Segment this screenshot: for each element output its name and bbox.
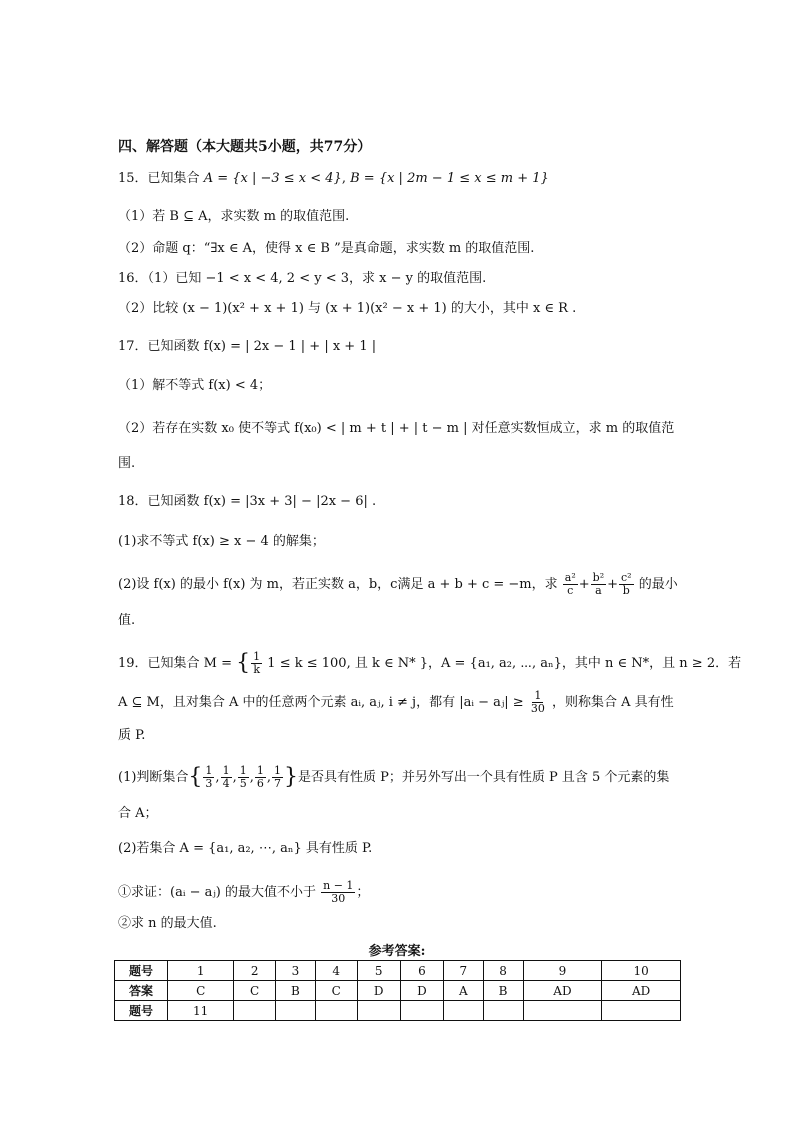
- frac-c2-b: $\frac{\text{c²}}{b}$: [621, 571, 632, 597]
- q19-intro: 19．已知集合 M = { $\frac{1}{k}$ 1 ≤ k ≤ 100, 且 k ∈ N* }，A = {a₁, a₂, ⋯, aₙ}，其中 n ∈ N*，且 n ≥ 2．若: [118, 650, 742, 676]
- q17-part2-cont: 围.: [118, 456, 136, 471]
- table-row: 题号 1 2 3 4 5 6 7 8 9 10: [115, 961, 681, 981]
- set-b: B = {x | 2m − 1 ≤ x ≤ m + 1}: [350, 171, 549, 186]
- q17-part2: （2）若存在实数 x₀ 使不等式 f(x₀) < | m + t | + | t − m | 对任意实数恒成立，求 m 的取值范: [118, 421, 675, 436]
- q19-part1-cont: 合 A；: [118, 806, 158, 821]
- q17-intro: 17．已知函数 f(x) = | 2x − 1 | + | x + 1 |: [118, 339, 377, 354]
- q18-part2-cont: 值.: [118, 613, 136, 628]
- row-label-answer: 答案: [115, 981, 168, 1001]
- q19-line3: 质 P.: [118, 728, 146, 743]
- frac-a2-c: $\frac{\text{a²}}{c}$: [564, 571, 576, 597]
- q19-sub2: ②求 n 的最大值.: [118, 916, 217, 931]
- q18-intro: 18．已知函数 f(x) = |3x + 3| − |2x − 6| .: [118, 494, 377, 509]
- frac-b2-a: $\frac{\text{b²}}{a}$: [592, 571, 605, 597]
- section-title: 四、解答题（本大题共5小题，共77分）: [118, 139, 372, 155]
- set-a: A = {x | −3 ≤ x < 4}: [203, 171, 342, 186]
- table-row: 题号 11: [115, 1001, 681, 1021]
- q17-part1: （1）解不等式 f(x) < 4；: [118, 378, 272, 393]
- q16-part1: 16．（1）已知 −1 < x < 4, 2 < y < 3，求 x − y 的取值范围.: [118, 271, 487, 286]
- row-label-number-2: 题号: [115, 1001, 168, 1021]
- q15-part1: （1）若 B ⊆ A，求实数 m 的取值范围.: [118, 209, 350, 224]
- q19-sub1: ①求证：(aᵢ − aⱼ) 的最大值不小于 $\frac{n - 1}{30}$ ；: [118, 879, 370, 905]
- table-row: 答案 C C B C D D A B AD AD: [115, 981, 681, 1001]
- answer-table: [114, 960, 681, 1021]
- frac-1-k: $\frac{1}{k}$: [253, 650, 261, 676]
- q15-part2: （2）命题 q：“∃x ∈ A，使得 x ∈ B ”是真命题，求实数 m 的取值范围.: [118, 241, 535, 256]
- row-label-number: 题号: [115, 961, 168, 981]
- q19-part2: (2)若集合 A = {a₁, a₂, ⋯, aₙ} 具有性质 P.: [118, 841, 373, 856]
- frac-n-1-30: $\frac{n - 1}{30}$: [323, 879, 354, 905]
- q18-part1: (1)求不等式 f(x) ≥ x − 4 的解集；: [118, 534, 325, 549]
- q19-line2: A ⊆ M，且对集合 A 中的任意两个元素 aᵢ, aⱼ, i ≠ j，都有 |aᵢ − aⱼ| ≥ $\frac{1}{30}$ ，则称集合 A 具有性: [118, 689, 674, 715]
- q15-intro: 15．已知集合 A = {x | −3 ≤ x < 4}, B = {x | 2m − 1 ≤ x ≤ m + 1}: [118, 171, 549, 186]
- frac-1-30: $\frac{1}{30}$: [530, 689, 545, 715]
- answer-title: 参考答案:: [368, 944, 426, 959]
- q19-part1: (1)判断集合{ $\frac{1}{3}$ , $\frac{1}{4}$ , $\frac{1}{5}$ , $\frac{1}{6}$ , $\frac{1}{7}$ }是否具有性质 P；并另外写出一个具有性质 P 且含 5 个元素的集: [118, 764, 670, 790]
- q18-part2: (2)设 f(x) 的最小 f(x) 为 m，若正实数 a，b，c满足 a + b + c = −m，求 $\frac{\text{a²}}{c}$ + $\frac{\text{b²}}{a}$ + $\frac{\text{c²}}{b}$ 的最小: [118, 571, 678, 597]
- q16-part2: （2）比较 (x − 1)(x² + x + 1) 与 (x + 1)(x² − x + 1) 的大小，其中 x ∈ R .: [118, 301, 577, 316]
